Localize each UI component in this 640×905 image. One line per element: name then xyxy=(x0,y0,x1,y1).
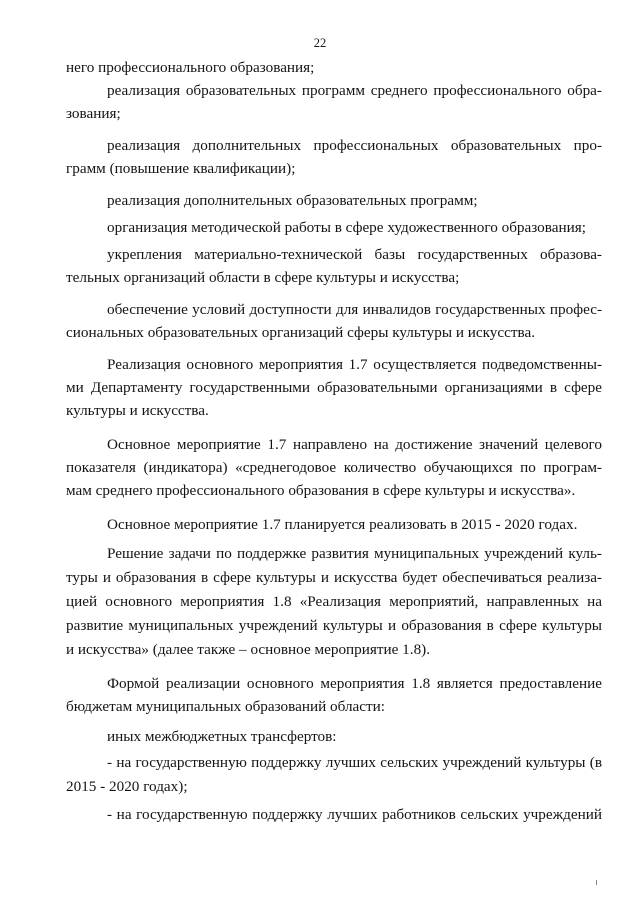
paragraph xyxy=(66,355,602,435)
text-line: ми Департаменту государственными образовательными организациями в сфере xyxy=(66,379,602,396)
text-line: развитие муниципальных учреждений культуры и образования в сфере культуры xyxy=(66,617,602,634)
text-line: реализация дополнительных профессиональных образовательных про- xyxy=(107,137,602,154)
text-line: и искусства» (далее также – основное мероприятие 1.8). xyxy=(66,641,431,658)
scan-artifact-mark xyxy=(596,880,597,885)
paragraph xyxy=(66,300,602,355)
paragraph xyxy=(66,544,602,674)
paragraph xyxy=(66,218,602,245)
text-line: обеспечение условий доступности для инвалидов государственных профес- xyxy=(107,301,602,318)
page-number: 22 xyxy=(313,36,327,50)
text-line: организация методической работы в сфере художественного образования; xyxy=(107,219,586,236)
text-line: показателя (индикатора) «среднегодовое количество обучающихся по програм- xyxy=(66,459,602,476)
paragraph xyxy=(66,515,602,544)
paragraph xyxy=(66,81,602,136)
text-line: цией основного мероприятия 1.8 «Реализация мероприятий, направленных на xyxy=(66,593,602,610)
text-line: реализация дополнительных образовательных программ; xyxy=(107,192,478,209)
document-body xyxy=(66,58,602,831)
text-line: Основное мероприятие 1.7 направлено на достижение значений целевого xyxy=(107,436,602,453)
text-line: зования; xyxy=(66,105,121,122)
paragraph xyxy=(66,674,602,727)
paragraph xyxy=(66,136,602,191)
text-line: сиональных образовательных организаций сферы культуры и искусства. xyxy=(66,324,536,341)
paragraph xyxy=(66,805,602,831)
text-line: культуры и искусства. xyxy=(66,402,209,419)
text-line: Основное мероприятие 1.7 планируется реализовать в 2015 - 2020 годах. xyxy=(107,516,578,533)
text-line: реализация образовательных программ среднего профессионального обра- xyxy=(107,82,602,99)
text-line: тельных организаций области в сфере культуры и искусства; xyxy=(66,269,460,286)
paragraph xyxy=(66,191,602,218)
text-line: Реализация основного мероприятия 1.7 осуществляется подведомственны- xyxy=(107,356,602,373)
text-line: Формой реализации основного мероприятия 1.8 является предоставление xyxy=(107,675,602,692)
text-line: мам среднего профессионального образования в сфере культуры и искусства». xyxy=(66,482,576,499)
paragraph xyxy=(66,435,602,515)
text-line: туры и образования в сфере культуры и искусства будет обеспечиваться реализа- xyxy=(66,569,602,586)
text-line: бюджетам муниципальных образований области: xyxy=(66,698,386,715)
text-line: 2015 - 2020 годах); xyxy=(66,778,188,795)
text-line: укрепления материально-технической базы государственных образова- xyxy=(107,246,602,263)
text-line: - на государственную поддержку лучших работников сельских учреждений xyxy=(107,806,602,823)
text-line: иных межбюджетных трансфертов: xyxy=(107,728,337,745)
paragraph xyxy=(66,245,602,300)
paragraph xyxy=(66,58,602,81)
paragraph xyxy=(66,727,602,753)
paragraph xyxy=(66,753,602,805)
text-line: него профессионального образования; xyxy=(66,59,315,76)
text-line: грамм (повышение квалификации); xyxy=(66,160,296,177)
text-line: - на государственную поддержку лучших сельских учреждений культуры (в xyxy=(107,754,602,771)
text-line: Решение задачи по поддержке развития муниципальных учреждений куль- xyxy=(107,545,602,562)
